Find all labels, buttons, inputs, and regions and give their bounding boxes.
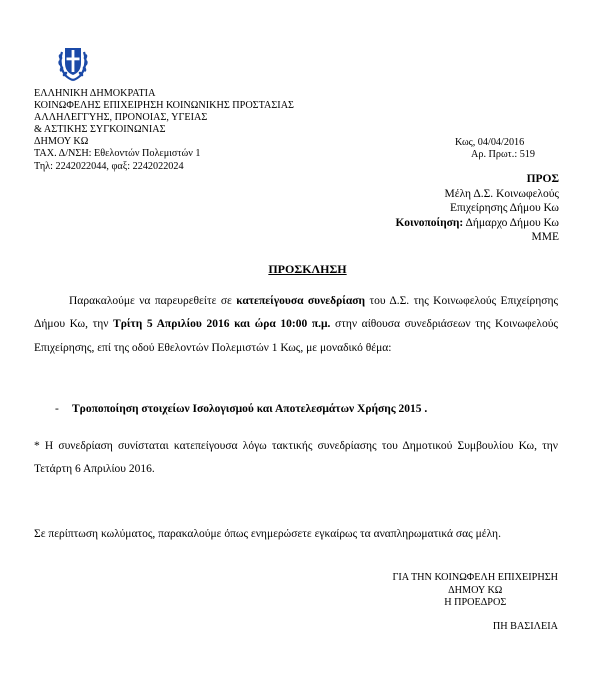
signature-line: Η ΠΡΟΕΔΡΟΣ: [444, 597, 507, 608]
cc-line-2: ΜΜΕ: [531, 231, 559, 243]
agenda-topic: [55, 403, 427, 415]
body-text: του Δ.Σ. της Κοινωφελούς Επιχείρησης Δήμου Κω, την: [34, 295, 559, 331]
cc-line: [396, 216, 559, 231]
substitute-request: Σε περίπτωση κωλύματος, παρακαλούμε όπως ενημερώσετε εγκαίρως τα αναπληρωματικά σας μέλη.: [34, 528, 501, 540]
cc-value: Δήμαρχο Δήμου Κω: [463, 216, 559, 229]
sender-header: [34, 88, 294, 173]
meeting-datetime: Τρίτη 5 Απριλίου 2016 και ώρα 10:00 π.μ.: [113, 318, 331, 331]
date-block: [455, 137, 535, 161]
signature-block: [393, 572, 558, 610]
recipient-line: Μέλη Δ.Σ. Κοινωφελούς: [444, 187, 559, 200]
sender-line: ΚΟΙΝΩΦΕΛΗΣ ΕΠΙΧΕΙΡΗΣΗ ΚΟΙΝΩΝΙΚΗΣ ΠΡΟΣΤΑΣΙΑΣ: [34, 100, 294, 112]
recipient-line: Επιχείρησης Δήμου Κω: [449, 202, 559, 214]
greek-coat-of-arms-icon: [56, 44, 90, 82]
signature-line: ΓΙΑ ΤΗΝ ΚΟΙΝΩΦΕΛΗ ΕΠΙΧΕΙΡΗΣΗ: [392, 572, 558, 583]
protocol-number: Αρ. Πρωτ.: 519: [471, 149, 535, 160]
page-title: ΠΡΟΣΚΛΗΣΗ: [268, 262, 347, 276]
document-date: Κως, 04/04/2016: [455, 137, 525, 148]
sender-line: Τηλ: 2242022044, φαξ: 2242022024: [34, 160, 184, 172]
body-emphasis: κατεπείγουσα συνεδρίαση: [236, 295, 366, 307]
agenda-topic-text: Τροποποίηση στοιχείων Ισολογισμού και Αποτελεσμάτων Χρήσης 2015 .: [72, 403, 428, 415]
sender-line: ΔΗΜΟΥ ΚΩ: [34, 136, 89, 148]
body-paragraph: [34, 290, 558, 360]
signer-name: ΠΗ ΒΑΣΙΛΕΙΑ: [492, 621, 558, 632]
bullet-dash: -: [55, 403, 59, 415]
signature-line: ΔΗΜΟΥ ΚΩ: [448, 584, 503, 596]
urgency-note: * Η συνεδρίαση συνίσταται κατεπείγουσα λόγω τακτικής συνεδρίασης του Δημοτικού Συμβουλίου Κω, την Τετάρτη 6 Απριλίου 2016.: [34, 440, 558, 475]
cc-label: Κοινοποίηση:: [395, 216, 464, 229]
body-text: στην αίθουσα συνεδριάσεων της Κοινωφελούς Επιχείρησης, επί της οδού Εθελοντών Πολεμιστών 1 Κως, με μοναδικό θέμα:: [34, 318, 558, 354]
sender-line: ΤΑΧ. Δ/ΝΣΗ: Εθελοντών Πολεμιστών 1: [34, 148, 201, 160]
sender-line: ΕΛΛΗΝΙΚΗ ΔΗΜΟΚΡΑΤΙΑ: [34, 88, 156, 99]
sender-line: & ΑΣΤΙΚΗΣ ΣΥΓΚΟΙΝΩΝΙΑΣ: [34, 124, 166, 136]
body-text: Παρακαλούμε να παρευρεθείτε σε: [69, 295, 237, 307]
recipients-block: [396, 172, 559, 245]
sender-line: ΑΛΛΗΛΕΓΓΥΗΣ, ΠΡΟΝΟΙΑΣ, ΥΓΕΙΑΣ: [34, 112, 208, 124]
to-label: ΠΡΟΣ: [526, 173, 559, 185]
